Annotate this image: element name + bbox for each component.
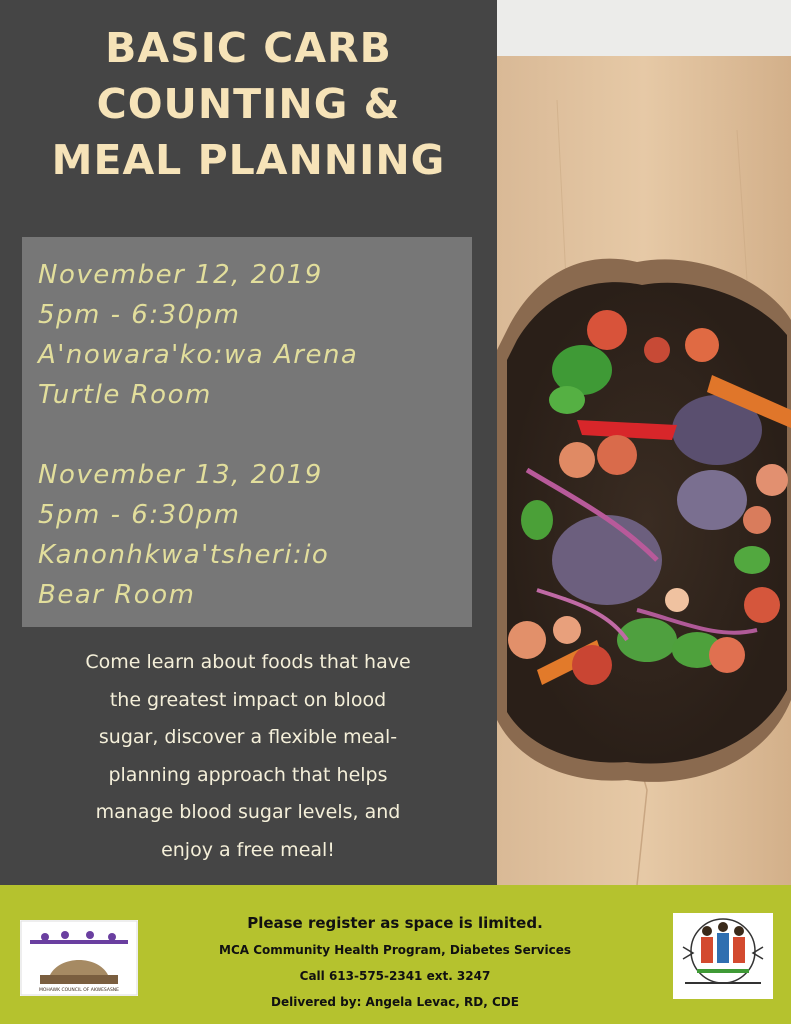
register-note: Please register as space is limited. — [247, 914, 543, 932]
description-line: sugar, discover a flexible meal- — [98, 726, 398, 748]
title-line-3: MEAL PLANNING — [51, 136, 446, 184]
program-name: MCA Community Health Program, Diabetes Services — [219, 943, 571, 957]
description-line: planning approach that helps — [108, 763, 388, 786]
salad-bowl-photo — [497, 0, 791, 885]
event-2 — [38, 455, 329, 615]
event-room: Bear Room — [38, 580, 196, 610]
diabetes-program-logo-icon — [673, 913, 773, 999]
event-date: November 13, 2019 — [38, 460, 323, 490]
event-1 — [38, 255, 358, 415]
title-line-2: COUNTING & — [96, 80, 401, 128]
description-line: Come learn about foods that have — [85, 651, 411, 673]
description — [22, 644, 474, 869]
event-room: Turtle Room — [38, 380, 212, 410]
description-line: enjoy a free meal! — [161, 838, 335, 861]
event-time: 5pm - 6:30pm — [38, 300, 241, 330]
logo-caption: MOHAWK COUNCIL OF AKWESASNE — [38, 988, 120, 993]
event-venue: A'nowara'ko:wa Arena — [38, 340, 359, 370]
salad-bowl-illustration — [497, 0, 791, 885]
event-venue: Kanonhkwa'tsheri:io — [38, 540, 330, 570]
diabetes-program-logo — [673, 913, 773, 999]
description-line: manage blood sugar levels, and — [95, 801, 401, 823]
title-line-1: BASIC CARB — [105, 24, 392, 72]
flyer-title — [0, 20, 497, 188]
mohawk-council-logo — [20, 920, 138, 996]
description-line: the greatest impact on blood — [109, 688, 387, 711]
phone-number: Call 613-575-2341 ext. 3247 — [299, 969, 491, 983]
event-time: 5pm - 6:30pm — [38, 500, 241, 530]
events-box — [22, 237, 472, 627]
mohawk-council-logo-icon — [20, 920, 138, 996]
event-date: November 12, 2019 — [38, 260, 323, 290]
delivered-by: Delivered by: Angela Levac, RD, CDE — [271, 995, 519, 1009]
footer-text — [180, 909, 610, 1015]
